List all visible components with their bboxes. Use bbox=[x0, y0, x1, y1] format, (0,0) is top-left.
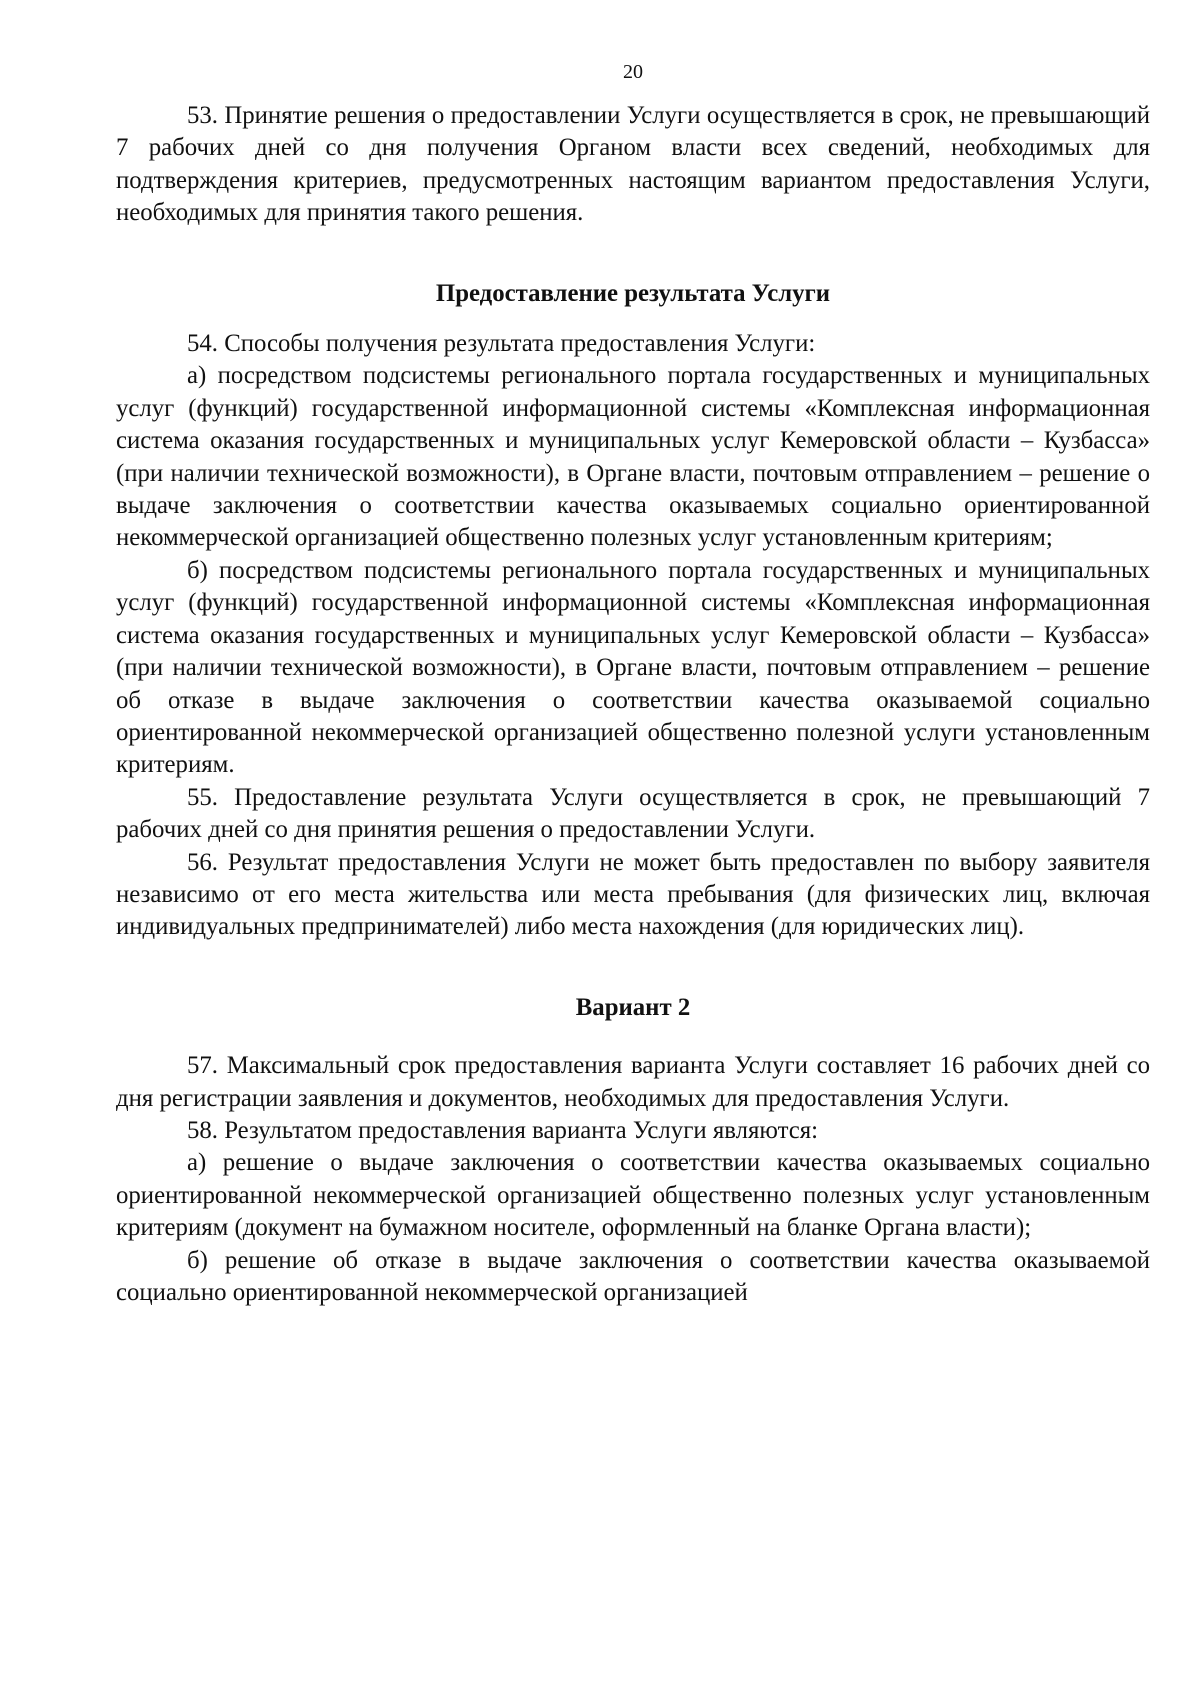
paragraph-58: 58. Результатом предоставления варианта Услуги являются: bbox=[187, 1116, 819, 1144]
paragraph-55: 55. Предоставление результата Услуги осуществляется в срок, не превышающий 7 рабочих дней со дня принятия решения о предоставлении Услуги. bbox=[116, 783, 1150, 844]
page-number: 20 bbox=[623, 61, 643, 83]
paragraph-57: 57. Максимальный срок предоставления варианта Услуги составляет 16 рабочих дней со дня регистрации заявления и документов, необходимых для предоставления Услуги. bbox=[116, 1052, 1150, 1112]
paragraph-53: 53. Принятие решения о предоставлении Услуги осуществляется в срок, не превышающий 7 рабочих дней со дня получения Органом власти всех сведений, необходимых для подтверждения критериев, предусмотренных настоящим вариантом предоставления Услуги, необходимых для принятия такого решения. bbox=[116, 102, 1150, 227]
paragraph-58-a: а) решение о выдаче заключения о соответствии качества оказываемых социально ориентированной некоммерческой организацией общественно полезных услуг установленным критериям (документ на бумажном носителе, оформленный на бланке Органа власти); bbox=[116, 1149, 1150, 1242]
paragraph-58-b: б) решение об отказе в выдаче заключения о соответствии качества оказываемой социально ориентированной некоммерческой организацией bbox=[116, 1246, 1150, 1306]
paragraph-54: 54. Способы получения результата предоставления Услуги: bbox=[187, 330, 816, 358]
document-page bbox=[116, 60, 1150, 1309]
paragraph-54-b: б) посредством подсистемы регионального портала государственных и муниципальных услуг (функций) государственной информационной системы «Комплексная информационная система оказания государственных и муниципальных услуг Кемеровской области – Кузбасса» (при наличии технической возможности), в Органе власти, почтовым отправлением – решение об отказе в выдаче заключения о соответствии качества оказываемой социально ориентированной некоммерческой организацией общественно полезной услуги установленным критериям. bbox=[116, 556, 1150, 779]
paragraph-56: 56. Результат предоставления Услуги не может быть предоставлен по выбору заявителя независимо от его места жительства или места пребывания (для физических лиц, включая индивидуальных предпринимателей) либо места нахождения (для юридических лиц). bbox=[116, 848, 1150, 941]
section-heading-result: Предоставление результата Услуги bbox=[435, 279, 831, 307]
paragraph-54-a: а) посредством подсистемы регионального портала государственных и муниципальных услуг (функций) государственной информационной системы «Комплексная информационная система оказания государственных и муниципальных услуг Кемеровской области – Кузбасса» (при наличии технической возможности), в Органе власти, почтовым отправлением – решение о выдаче заключения о соответствии качества оказываемых социально ориентированной некоммерческой организацией общественно полезных услуг установленным критериям; bbox=[116, 362, 1150, 552]
section-heading-variant-2: Вариант 2 bbox=[575, 993, 691, 1021]
